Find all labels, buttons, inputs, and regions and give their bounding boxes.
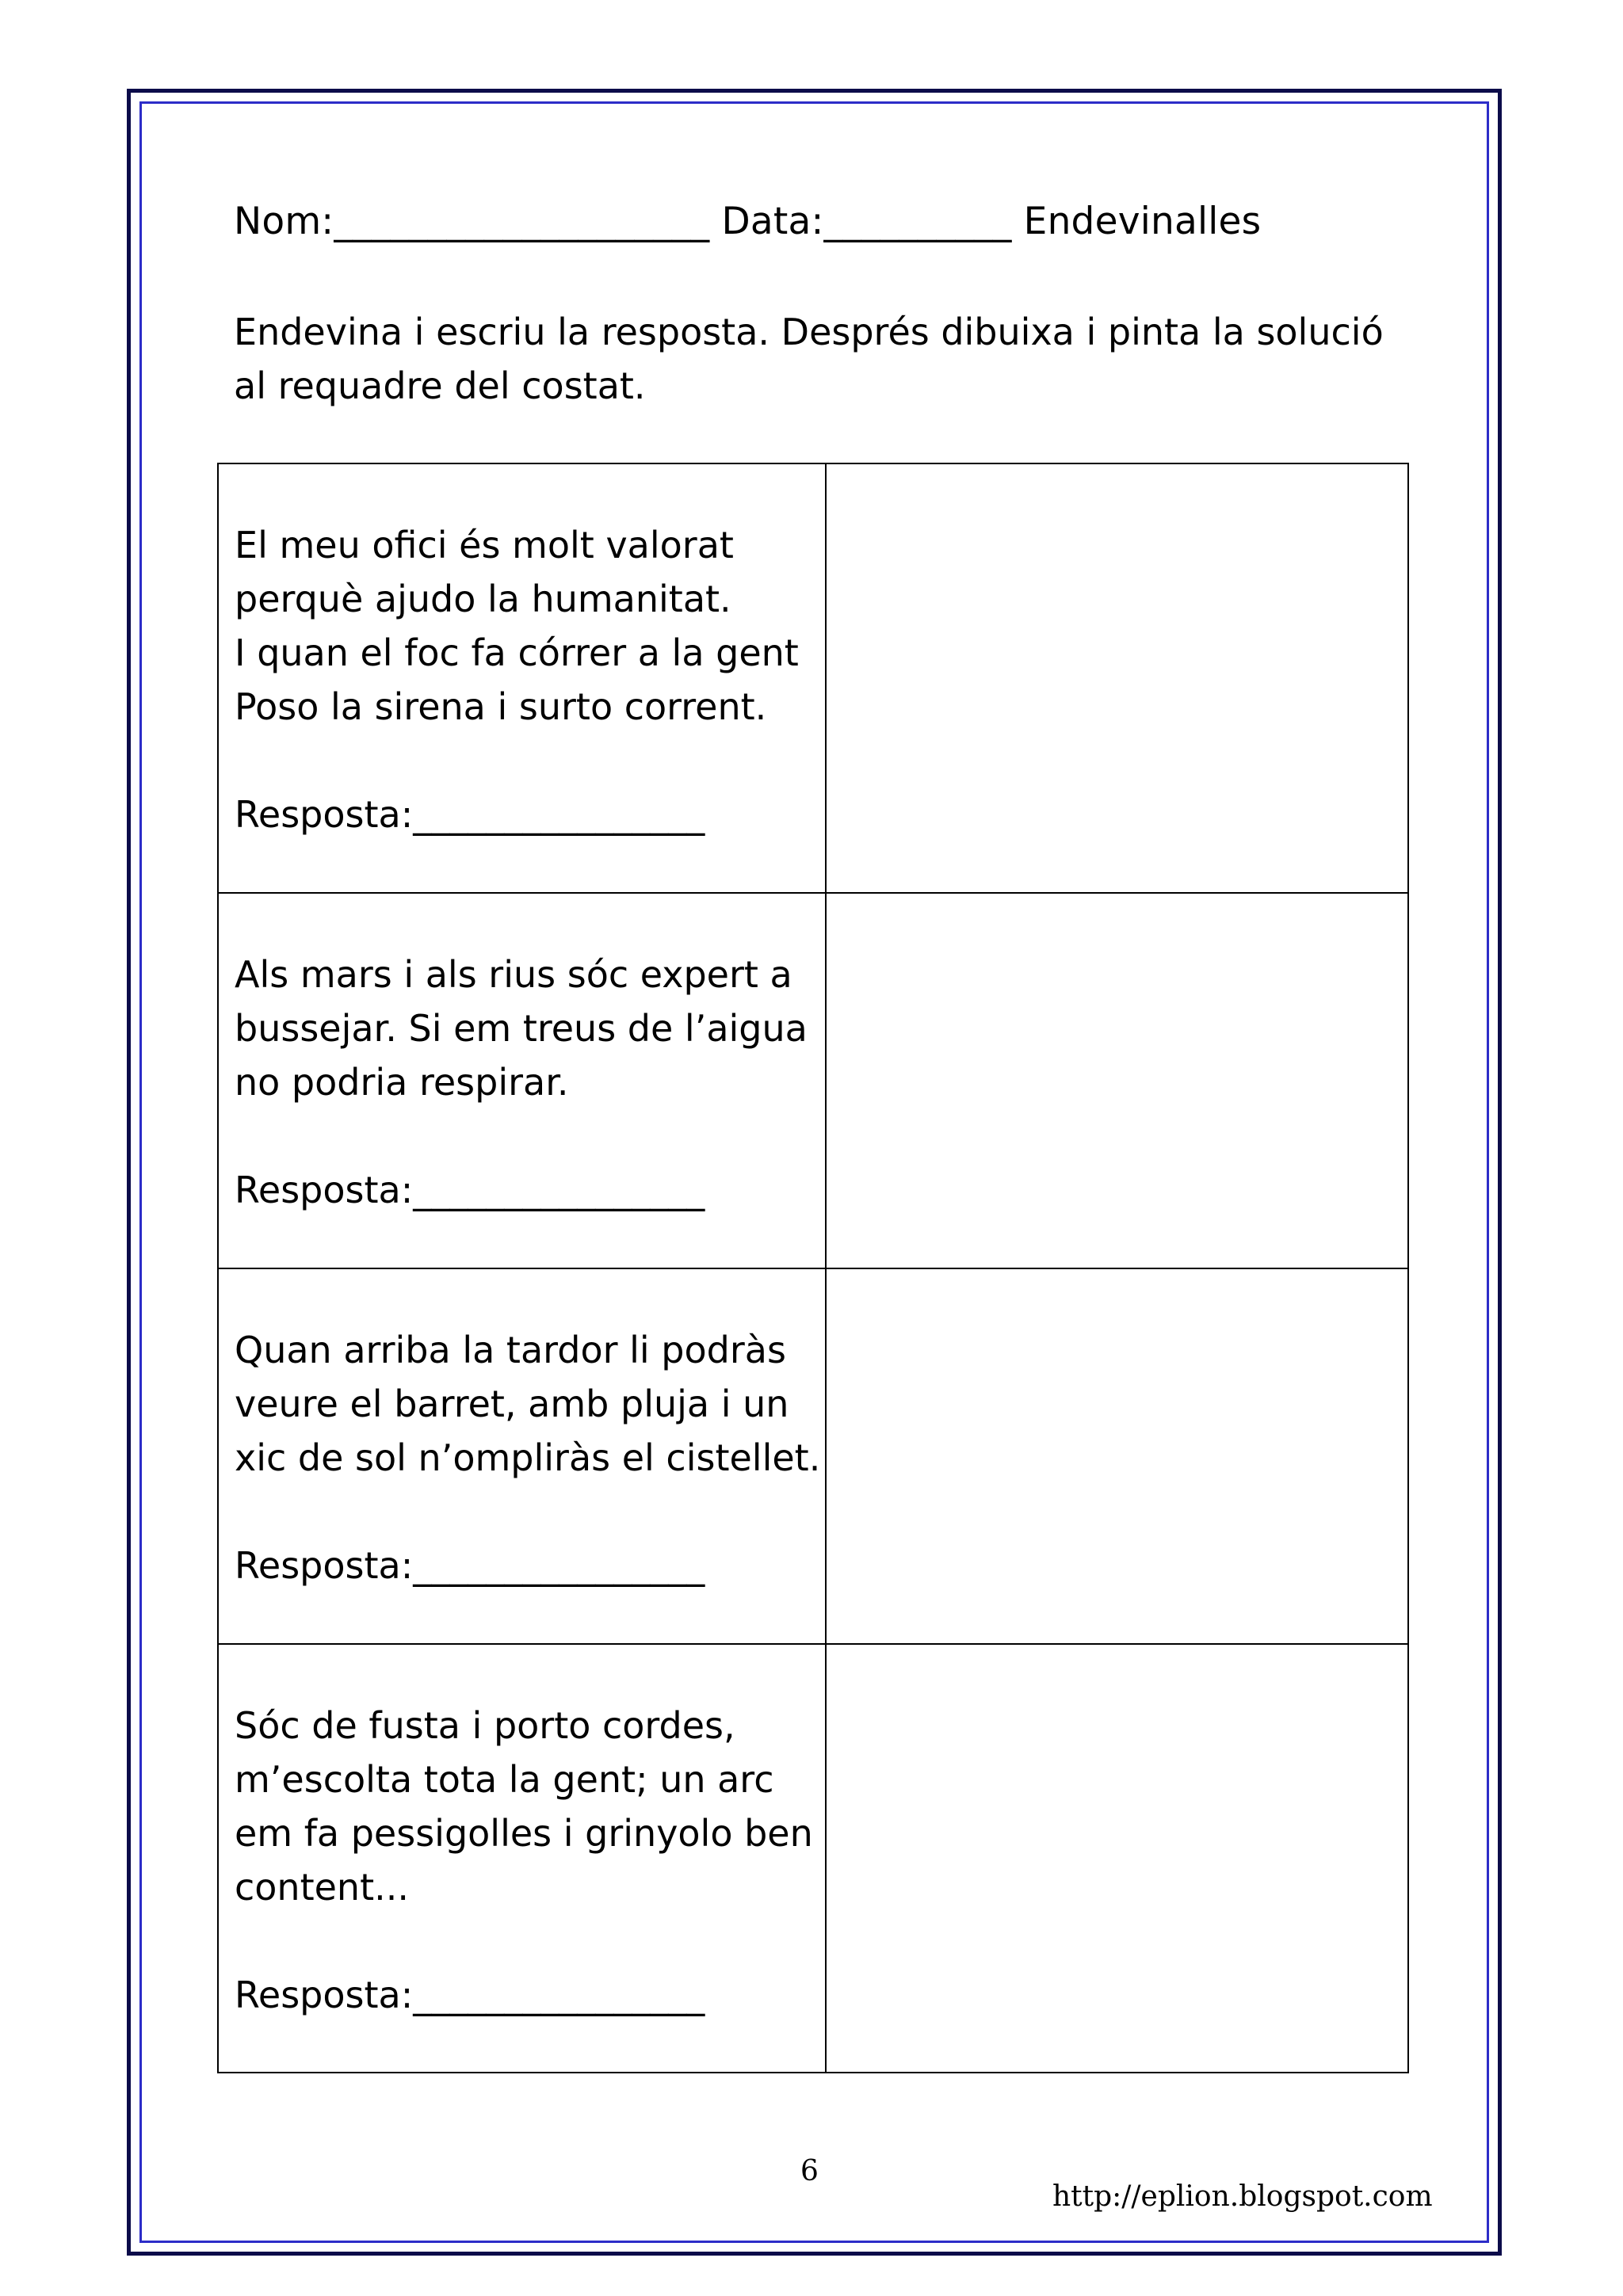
answer-line[interactable]: Resposta:________________ bbox=[235, 1974, 705, 2016]
riddle-cell bbox=[218, 893, 826, 1268]
drawing-box[interactable] bbox=[826, 893, 1408, 1268]
table-row bbox=[218, 1644, 1408, 2073]
answer-line[interactable]: Resposta:________________ bbox=[235, 793, 705, 836]
answer-line[interactable]: Resposta:________________ bbox=[235, 1544, 705, 1587]
table-row bbox=[218, 893, 1408, 1268]
worksheet-header: Nom:____________________ Data:__________ Endevinalles bbox=[234, 200, 1262, 243]
instructions-text: Endevina i escriu la resposta. Després dibuixa i pinta la solució al requadre del costat. bbox=[234, 311, 1384, 407]
riddle-cell bbox=[218, 1644, 826, 2073]
riddle-cell bbox=[218, 1268, 826, 1644]
table-row bbox=[218, 1268, 1408, 1644]
table-row bbox=[218, 463, 1408, 893]
drawing-box[interactable] bbox=[826, 1268, 1408, 1644]
riddle-text: Sóc de fusta i porto cordes, m’escolta tota la gent; un arc em fa pessigolles i grinyolo ben content... bbox=[235, 1704, 813, 1909]
riddle-text: El meu ofici és molt valorat perquè ajudo la humanitat. I quan el foc fa córrer a la gent Poso la sirena i surto corrent. bbox=[235, 524, 799, 728]
riddle-text: Quan arriba la tardor li podràs veure el barret, amb pluja i un xic de sol n’ompliràs el cistellet. bbox=[235, 1329, 821, 1479]
footer-url: http://eplion.blogspot.com bbox=[1052, 2180, 1433, 2213]
riddle-text: Als mars i als rius sóc expert a bussejar. Si em treus de l’aigua no podria respirar. bbox=[235, 953, 808, 1104]
drawing-box[interactable] bbox=[826, 463, 1408, 893]
riddle-cell bbox=[218, 463, 826, 893]
page-number: 6 bbox=[800, 2155, 819, 2187]
drawing-box[interactable] bbox=[826, 1644, 1408, 2073]
riddles-table bbox=[217, 463, 1409, 2073]
answer-line[interactable]: Resposta:________________ bbox=[235, 1169, 705, 1211]
